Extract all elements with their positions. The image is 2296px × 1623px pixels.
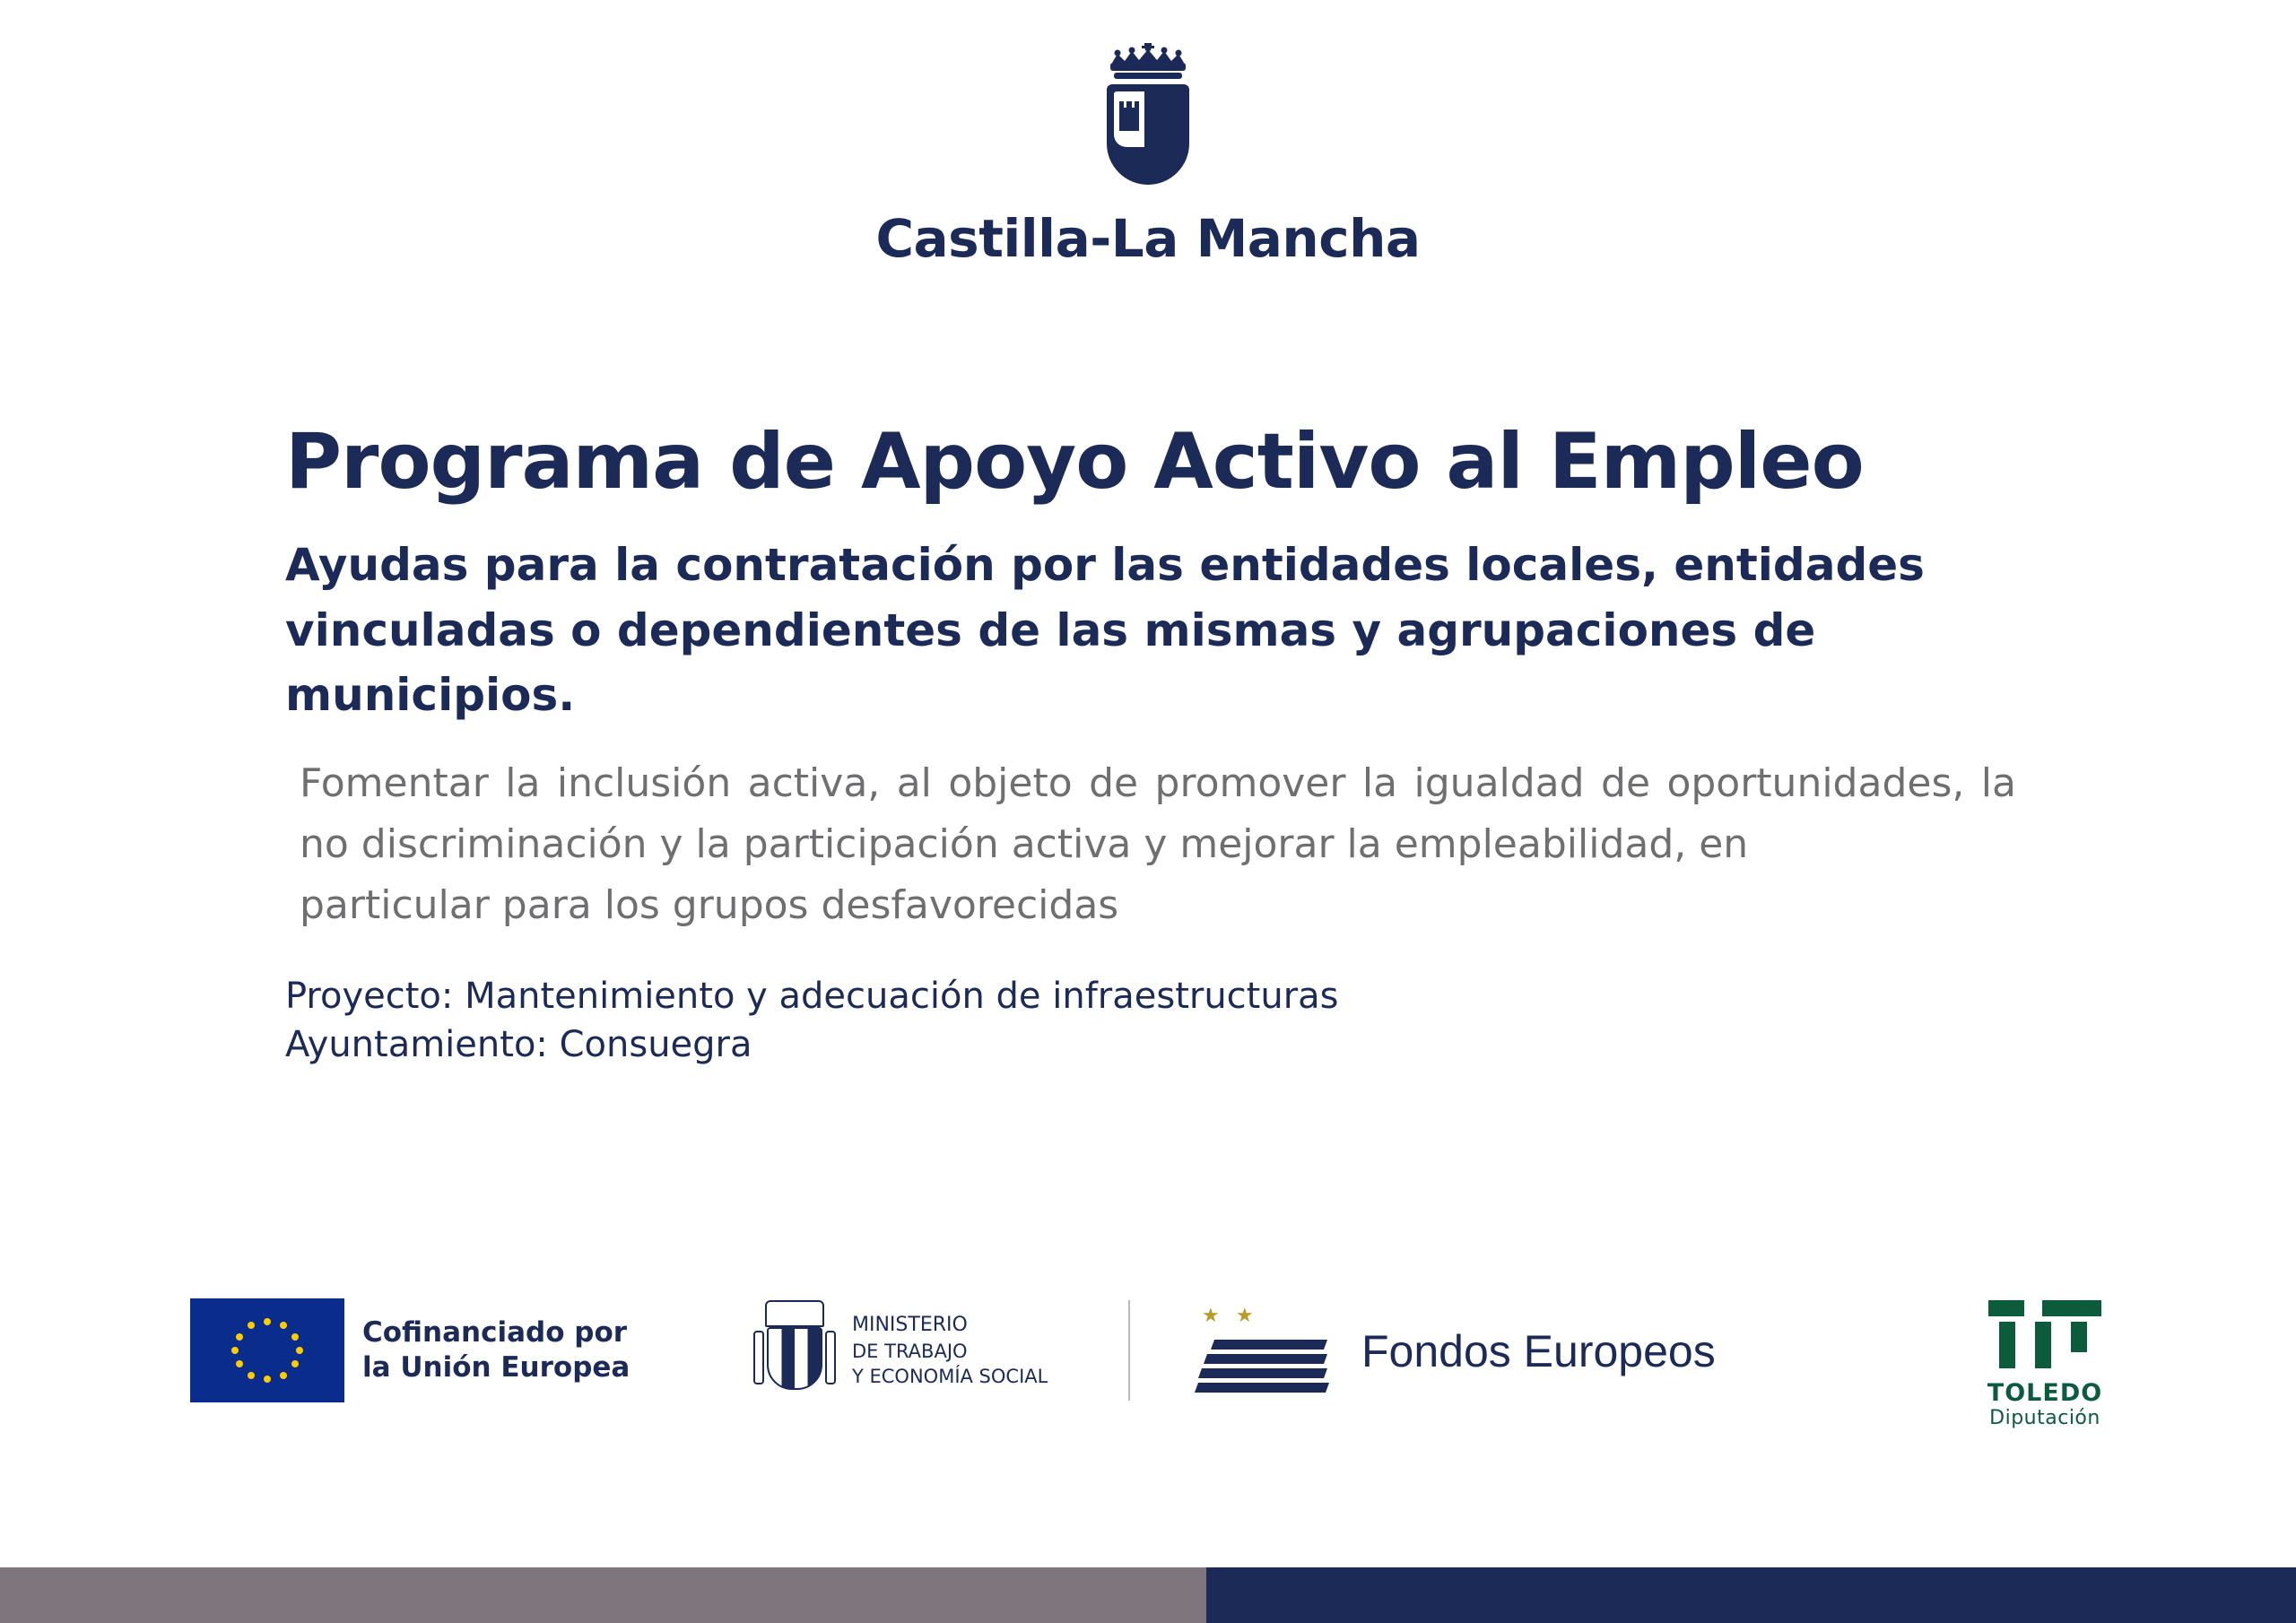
subtitle-line-1: Ayudas para la contratación por las entidades locales, entidades <box>285 539 1925 592</box>
coat-shield <box>767 1327 822 1390</box>
eu-caption-line-2: la Unión Europea <box>362 1351 631 1384</box>
project-value: Mantenimiento y adecuación de infraestructuras <box>465 976 1339 1018</box>
project-label: Proyecto: <box>285 976 454 1018</box>
logo-divider <box>1128 1300 1130 1401</box>
institution-name: Castilla-La Mancha <box>875 208 1421 269</box>
shield-body <box>1107 84 1189 185</box>
institution-emblem <box>0 43 2296 269</box>
fondos-stars: ★ ★ <box>1202 1304 1259 1326</box>
toledo-mark-icon <box>1979 1300 2110 1372</box>
toledo-name: TOLEDO <box>1987 1379 2103 1407</box>
toledo-subtitle: Diputación <box>1989 1407 2100 1429</box>
footer-right-band <box>1206 1567 2296 1623</box>
project-row <box>285 972 2016 1020</box>
toledo-diputacion-logo <box>1955 1300 2135 1429</box>
city-row <box>285 1020 2016 1069</box>
city-value: Consuegra <box>559 1024 752 1066</box>
ministry-text <box>852 1312 1048 1389</box>
body-paragraph <box>300 753 2016 937</box>
project-meta <box>285 972 2016 1069</box>
footer-left-band <box>0 1567 1206 1623</box>
city-label: Ayuntamiento: <box>285 1024 548 1066</box>
fondos-europeos-logo <box>1191 1304 1716 1399</box>
ministry-logo <box>752 1298 1048 1402</box>
main-content <box>285 417 2016 1069</box>
fondos-bars <box>1196 1340 1338 1393</box>
subtitle-line-2: vinculadas o dependientes de las mismas y agrupaciones de municipios. <box>285 603 1816 722</box>
footer-bar <box>0 1567 2296 1623</box>
castle-icon <box>1119 108 1139 131</box>
ministry-line-1: MINISTERIO <box>852 1313 968 1336</box>
ministry-line-3: Y ECONOMÍA SOCIAL <box>852 1365 1048 1387</box>
ministry-line-2: DE TRABAJO <box>852 1340 968 1362</box>
logo-strip <box>0 1291 2296 1462</box>
castilla-la-mancha-shield-icon <box>1101 43 1195 187</box>
eu-cofinance-logo <box>190 1298 630 1402</box>
eu-caption <box>362 1315 630 1385</box>
eu-caption-line-1: Cofinanciado por <box>362 1316 628 1350</box>
body-line-2: la no discriminación y la participación activa y mejorar la empleabilidad, en <box>300 759 2016 867</box>
crown-icon <box>1105 43 1191 84</box>
fondos-europeos-label: Fondos Europeos <box>1361 1326 1716 1376</box>
subtitle <box>285 533 2016 728</box>
body-line-3: particular para los grupos desfavorecidas <box>300 882 1119 929</box>
fondos-europeos-icon <box>1191 1304 1342 1399</box>
page-title: Programa de Apoyo Activo al Empleo <box>285 417 1864 507</box>
eu-stars <box>190 1298 344 1402</box>
eu-flag-icon <box>190 1298 344 1402</box>
spain-coat-of-arms-icon <box>752 1298 838 1402</box>
body-line-1: Fomentar la inclusión activa, al objeto de promover la igualdad de oportunidades, <box>300 759 1965 806</box>
